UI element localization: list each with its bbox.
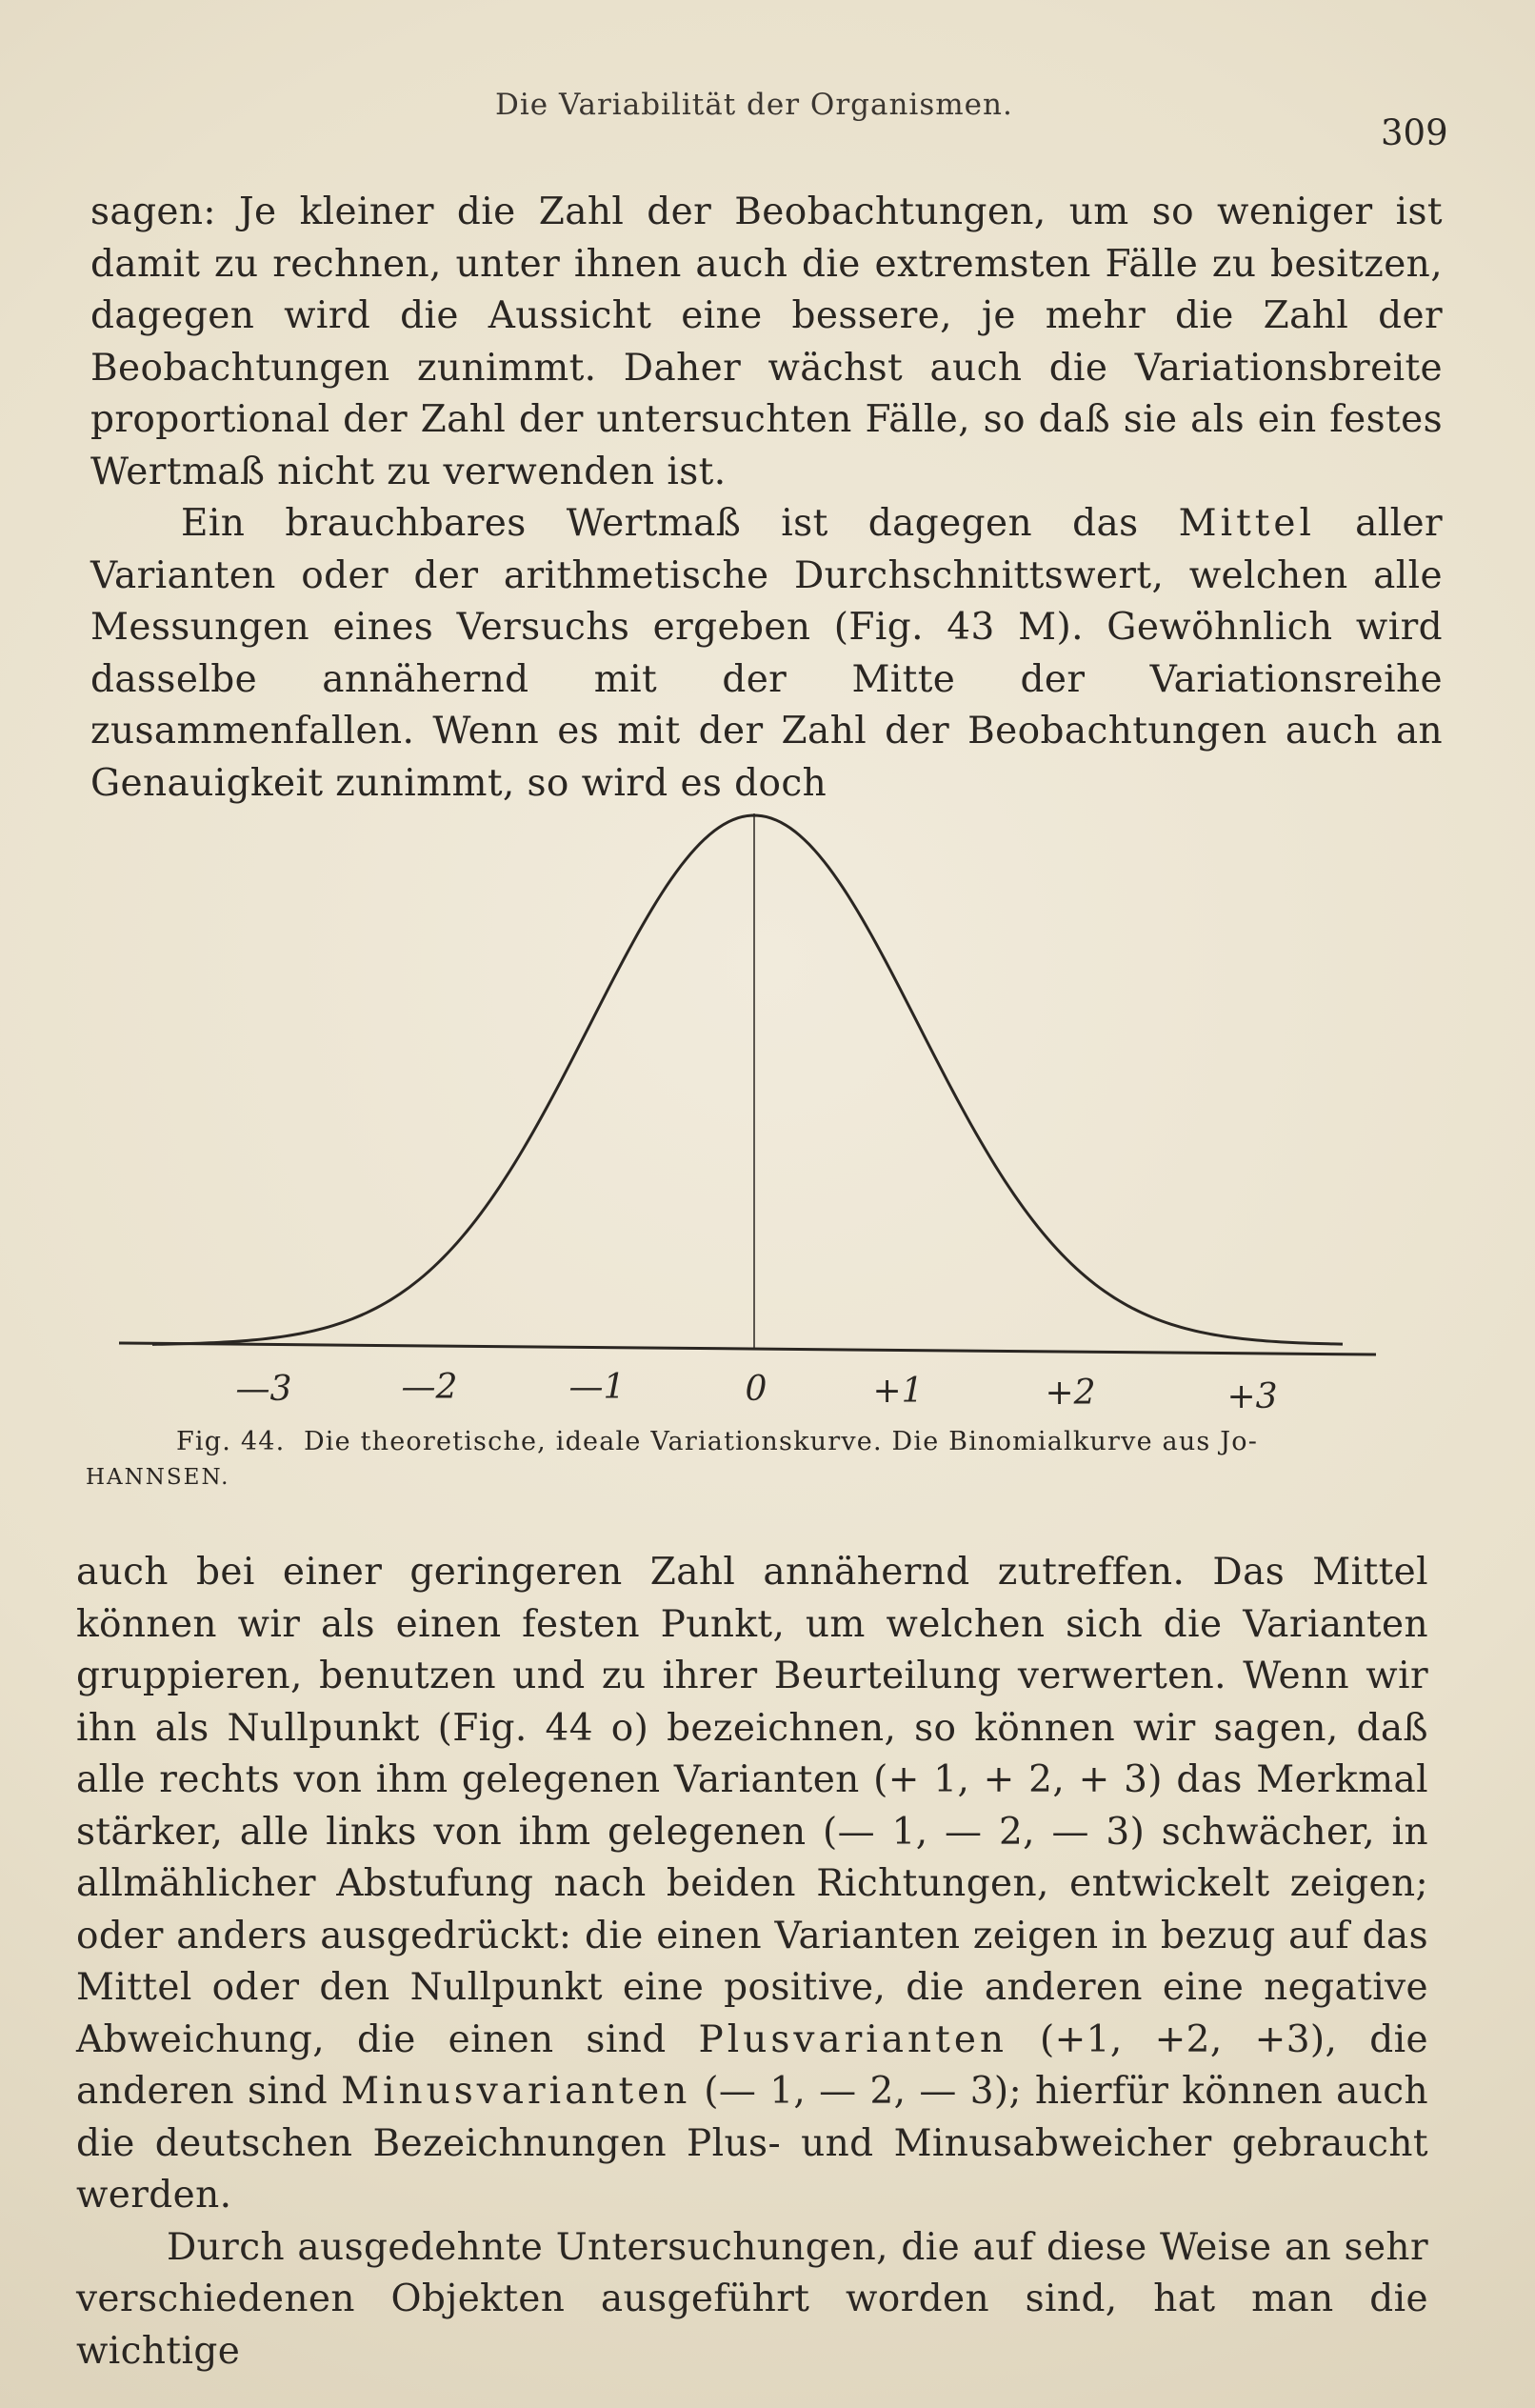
paragraph-3 — [76, 1547, 1428, 2222]
paragraph-3-part-2: (+1, +2, +3), die anderen sind — [76, 2017, 1428, 2113]
tick-label-minus-3: —3 — [235, 1370, 292, 1409]
paragraph-2-emphasis: Mittel — [1178, 502, 1315, 545]
caption-label: Fig. 44. — [176, 1427, 286, 1456]
x-axis-line — [119, 1343, 1376, 1354]
paragraph-3-emphasis-2: Minusvarianten — [341, 2070, 691, 2113]
page-number: 309 — [1381, 112, 1448, 153]
upper-text — [90, 187, 1443, 810]
tick-label-plus-1: +1 — [872, 1372, 924, 1411]
variation-curve-svg — [114, 791, 1390, 1438]
running-head: Die Variabilität der Organismen. — [495, 88, 1013, 122]
bell-curve — [152, 815, 1343, 1344]
lower-text — [76, 1547, 1428, 2378]
paragraph-4: Durch ausgedehnte Untersuchungen, die auf diese Weise an sehr verschiedenen Objekten ausgeführt worden sind, hat man die wichtige — [76, 2225, 1428, 2373]
tick-label-minus-2: —2 — [401, 1368, 458, 1407]
paragraph-3-part-3: (— 1, — 2, — 3); hierfür können auch die deutschen Bezeichnungen Plus- und Minusabweicher gebraucht werden. — [76, 2070, 1428, 2217]
tick-label-plus-3: +3 — [1226, 1377, 1278, 1416]
paragraph-1: sagen: Je kleiner die Zahl der Beobachtungen, um so weniger ist damit zu rechnen, unter ihnen auch die extremsten Fälle zu besitzen, dagegen wird die Aussicht eine bessere, je mehr die Zahl der Beobachtungen zunimmt. Daher wächst auch die Variationsbreite proportional der Zahl der untersuchten Fälle, so daß sie als ein festes Wertmaß nicht zu verwenden ist. — [90, 191, 1443, 493]
tick-label-plus-2: +2 — [1045, 1374, 1096, 1413]
tick-label-zero: 0 — [745, 1370, 768, 1409]
tick-label-minus-1: —1 — [568, 1368, 626, 1407]
paragraph-3-emphasis-1: Plusvarianten — [698, 2017, 1008, 2061]
paragraph-2-part-1: Ein brauchbares Wertmaß ist dagegen das — [181, 502, 1179, 545]
paragraph-3-part-1: auch bei einer geringeren Zahl annähernd zutreffen. Das Mittel können wir als einen festen Punkt, um welchen sich die Varianten gruppieren, benutzen und zu ihrer Beurteilung verwerten. Wenn wir ihn als Nullpunkt (Fig. 44 o) bezeichnen, so können wir sagen, daß alle rechts von ihm gelegenen Varianten (+ 1, + 2, + 3) das Merkmal stärker, alle links von ihm gelegenen (— 1, — 2, — 3) schwächer, in allmählicher Abstufung nach beiden Richtungen, entwickelt zeigen; oder anders ausgedrückt: die einen Varianten zeigen in bezug auf das Mittel oder den Nullpunkt eine positive, die anderen eine negative Abweichung, die einen sind — [76, 1551, 1428, 2061]
paragraph-2-part-2: aller Varianten oder der arithmetische Durchschnittswert, welchen alle Messungen eines Versuchs ergeben (Fig. 43 M). Gewöhnlich wird dasselbe annähernd mit der Mitte der Variationsreihe zusammenfallen. Wenn es mit der Zahl der Beobachtungen auch an Genauigkeit zunimmt, so wird es doch — [90, 502, 1444, 805]
caption-end: HANNSEN. — [86, 1465, 230, 1490]
variation-curve-figure — [114, 791, 1390, 1438]
paragraph-2 — [90, 498, 1443, 810]
caption-text: Die theoretische, ideale Variationskurve. Die Binomialkurve aus Jo- — [303, 1427, 1259, 1456]
figure-caption — [86, 1425, 1438, 1495]
